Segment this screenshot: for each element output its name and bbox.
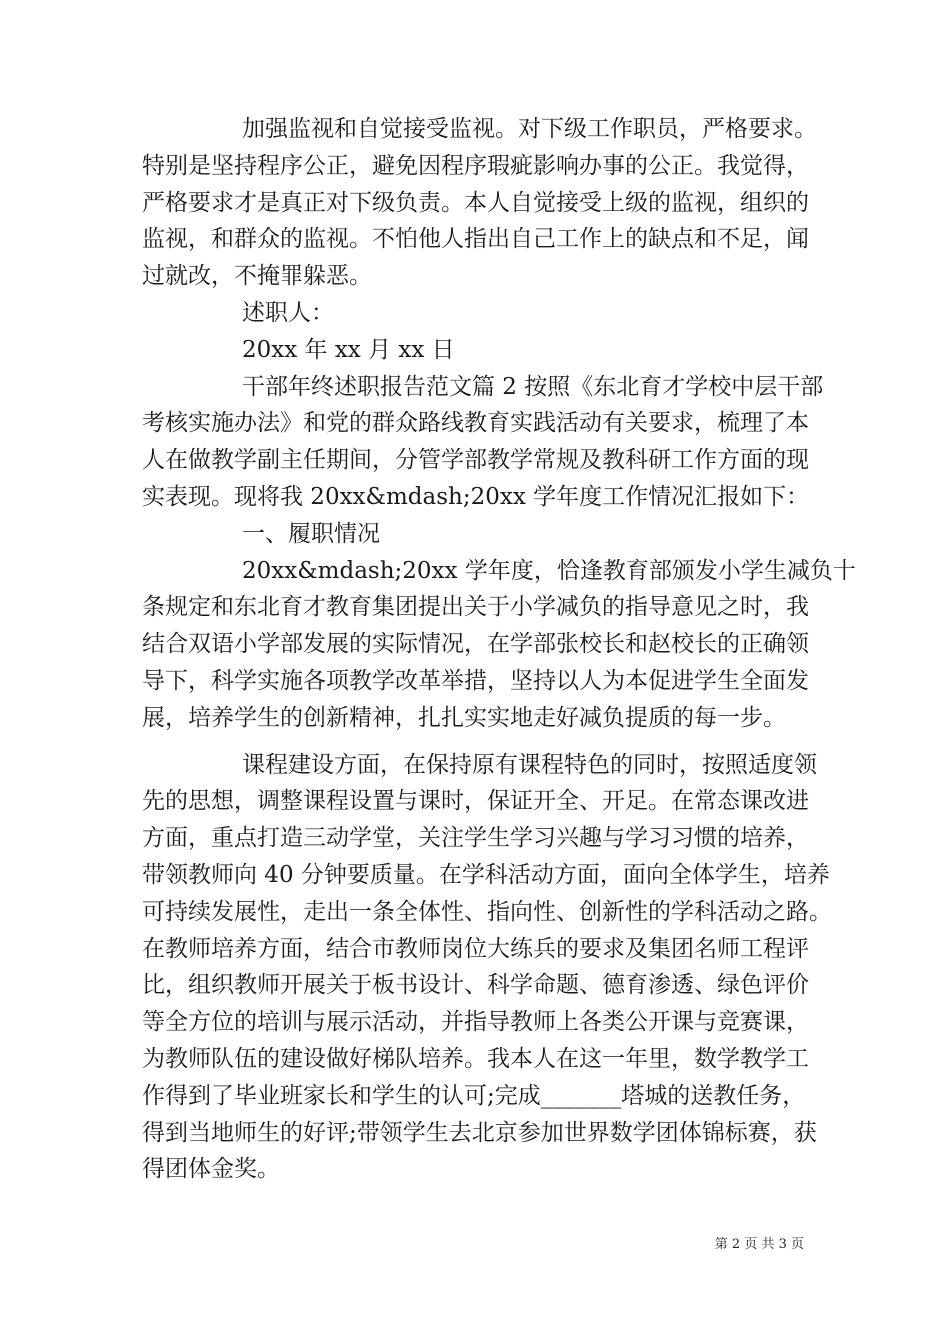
text-line: 干部年终述职报告范文篇 2 按照《东北育才学校中层干部 [242, 373, 824, 400]
text-line: 述职人： [242, 299, 334, 326]
text-line: 可持续发展性，走出一条全体性、指向性、创新性的学科活动之路。 [142, 898, 832, 925]
text-line: 展，培养学生的创新精神，扎扎实实地走好减负提质的每一步。 [142, 704, 786, 731]
text-line: 监视，和群众的监视。不怕他人指出自己工作上的缺点和不足，闻 [142, 226, 809, 253]
text-line: 过就改，不掩罪躲恶。 [142, 263, 372, 290]
text-line: 得团体金奖。 [142, 1156, 280, 1183]
text-line: 特别是坚持程序公正，避免因程序瑕疵影响办事的公正。我觉得， [142, 152, 809, 179]
text-line: 一、履职情况 [242, 520, 380, 547]
text-line: 20xx&mdash;20xx 学年度，恰逢教育部颁发小学生减负十 [242, 557, 856, 584]
document-body [142, 111, 856, 1188]
text-line: 实表现。现将我 20xx&mdash;20xx 学年度工作情况汇报如下： [142, 483, 810, 510]
text-line: 得到当地师生的好评;带领学生去北京参加世界数学团体锦标赛，获 [142, 1119, 817, 1146]
text-line: 方面，重点打造三动学堂，关注学生学习兴趣与学习习惯的培养， [142, 825, 809, 852]
text-line: 等全方位的培训与展示活动，并指导教师上各类公开课与竞赛课， [142, 1009, 809, 1036]
page-number: 第 2 页 共 3 页 [714, 1237, 804, 1252]
text-line: 考核实施办法》和党的群众路线教育实践活动有关要求，梳理了本 [142, 410, 809, 437]
text-line: 导下，科学实施各项教学改革举措，坚持以人为本促进学生全面发 [142, 667, 809, 694]
text-line: 作得到了毕业班家长和学生的认可;完成_______塔城的送教任务， [142, 1082, 806, 1109]
text-line: 在教师培养方面，结合市教师岗位大练兵的要求及集团名师工程评 [142, 935, 809, 962]
text-line: 条规定和东北育才教育集团提出关于小学减负的指导意见之时，我 [142, 594, 809, 621]
text-line: 加强监视和自觉接受监视。对下级工作职员，严格要求。 [242, 116, 817, 142]
text-line: 带领教师向 40 分钟要质量。在学科活动方面，面向全体学生，培养 [142, 861, 830, 888]
text-line: 为教师队伍的建设做好梯队培养。我本人在这一年里，数学教学工 [142, 1045, 809, 1072]
text-line: 先的思想，调整课程设置与课时，保证开全、开足。在常态课改进 [142, 788, 809, 815]
text-line: 结合双语小学部发展的实际情况，在学部张校长和赵校长的正确领 [142, 631, 809, 658]
text-line: 严格要求才是真正对下级负责。本人自觉接受上级的监视，组织的 [142, 189, 809, 216]
text-line: 课程建设方面，在保持原有课程特色的同时，按照适度领 [242, 751, 817, 778]
text-line: 20xx 年 xx 月 xx 日 [242, 336, 455, 363]
text-line: 人在做教学副主任期间，分管学部教学常规及教科研工作方面的现 [142, 447, 809, 474]
text-line: 比，组织教师开展关于板书设计、科学命题、德育渗透、绿色评价 [142, 972, 809, 999]
